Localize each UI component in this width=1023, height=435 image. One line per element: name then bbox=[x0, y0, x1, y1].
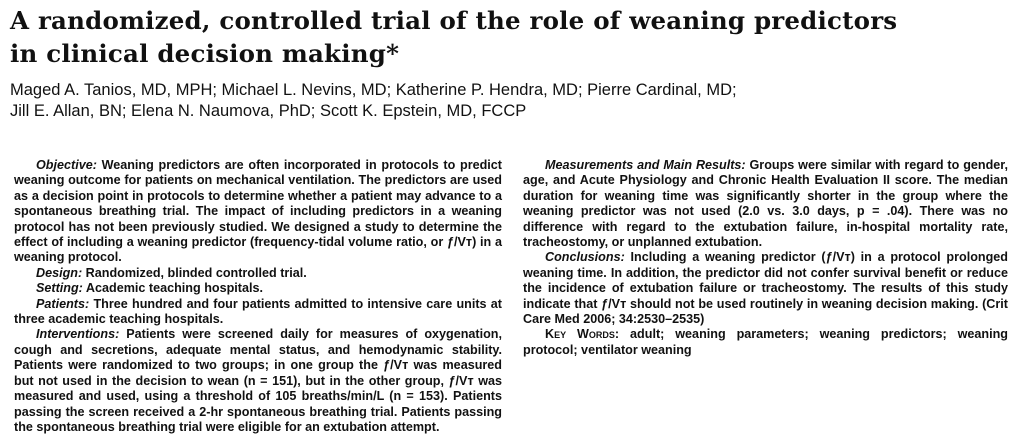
authors-line-1: Maged A. Tanios, MD, MPH; Michael L. Nevins, MD; Katherine P. Hendra, MD; Pierre Cardinal, MD; bbox=[10, 81, 737, 99]
abstract-column-left bbox=[14, 158, 502, 435]
patients-paragraph bbox=[14, 297, 502, 328]
objective-label: Objective: bbox=[36, 158, 97, 172]
conclusions-label: Conclusions: bbox=[545, 250, 625, 265]
authors-line-2: Jill E. Allan, BN; Elena N. Naumova, PhD; Scott K. Epstein, MD, FCCP bbox=[10, 102, 527, 120]
results-text: Groups were similar with regard to gender, age, and Acute Physiology and Chronic Health Evaluation II score. The median duration for weaning time was significantly shorter in the group where the weaning predictor was not used (2.0 vs. 3.0 days, p = .04). There was no difference with regard to the extubation failure, in-hospital mortality rate, tracheostomy, or unplanned extubation. bbox=[523, 158, 1008, 250]
objective-text: Weaning predictors are often incorporated in protocols to predict weaning outcome for patients on mechanical ventilation. The predictors are used as a decision point in protocols to determine whether a patient may advance to a spontaneous breathing trial. The impact of including predictors in a weaning protocol has not been previously studied. We designed a study to determine the effect of including a weaning predictor (frequency-tidal volume ratio, or ƒ/Vт) in a weaning protocol. bbox=[14, 158, 502, 265]
keywords-text: adult; weaning parameters; weaning predictors; weaning protocol; ventilator weaning bbox=[523, 327, 1009, 357]
title-line-2: in clinical decision making* bbox=[10, 39, 400, 68]
results-paragraph bbox=[523, 158, 1008, 250]
patients-text: Three hundred and four patients admitted to intensive care units at three academic teaching hospitals. bbox=[14, 296, 502, 327]
keywords-label: Key Words: bbox=[545, 327, 620, 342]
conclusions-paragraph bbox=[523, 250, 1008, 327]
abstract-column-right bbox=[523, 158, 1008, 358]
author-list bbox=[10, 80, 1010, 122]
title-line-1: A randomized, controlled trial of the role of weaning predictors bbox=[10, 6, 898, 35]
conclusions-text: Including a weaning predictor (ƒ/Vт) in a protocol prolonged weaning time. In addition, the predictor did not confer survival benefit or reduce the incidence of extubation failure or tracheostomy. The results of this study indicate that ƒ/Vт should not be used routinely in weaning decision making. (Crit Care Med 2006; 34:2530–2535) bbox=[523, 250, 1008, 327]
paper-title bbox=[10, 4, 1010, 70]
setting-paragraph bbox=[14, 281, 502, 296]
interventions-label: Interventions: bbox=[36, 327, 120, 342]
interventions-text: Patients were screened daily for measures of oxygenation, cough and secretions, adequate mental status, and hemodynamic stability. Patients were randomized to two groups; in one group the ƒ/Vт was measured but not used in the decision to wean (n = 151), but in the other group, ƒ/Vт was measured and used, using a threshold of 105 breaths/min/L (n = 153). Patients passing the screen received a 2-hr spontaneous breathing trial. Patients passing the spontaneous breathing trial were eligible for an extubation attempt. bbox=[14, 327, 502, 434]
results-label: Measurements and Main Results: bbox=[545, 158, 746, 172]
patients-label: Patients: bbox=[36, 296, 90, 311]
keywords-paragraph bbox=[523, 327, 1008, 358]
setting-text: Academic teaching hospitals. bbox=[82, 281, 263, 296]
design-text: Randomized, blinded controlled trial. bbox=[82, 265, 307, 280]
setting-label: Setting: bbox=[36, 281, 83, 296]
design-paragraph bbox=[14, 266, 502, 281]
interventions-paragraph bbox=[14, 327, 502, 435]
design-label: Design: bbox=[36, 265, 83, 280]
objective-paragraph bbox=[14, 158, 502, 266]
